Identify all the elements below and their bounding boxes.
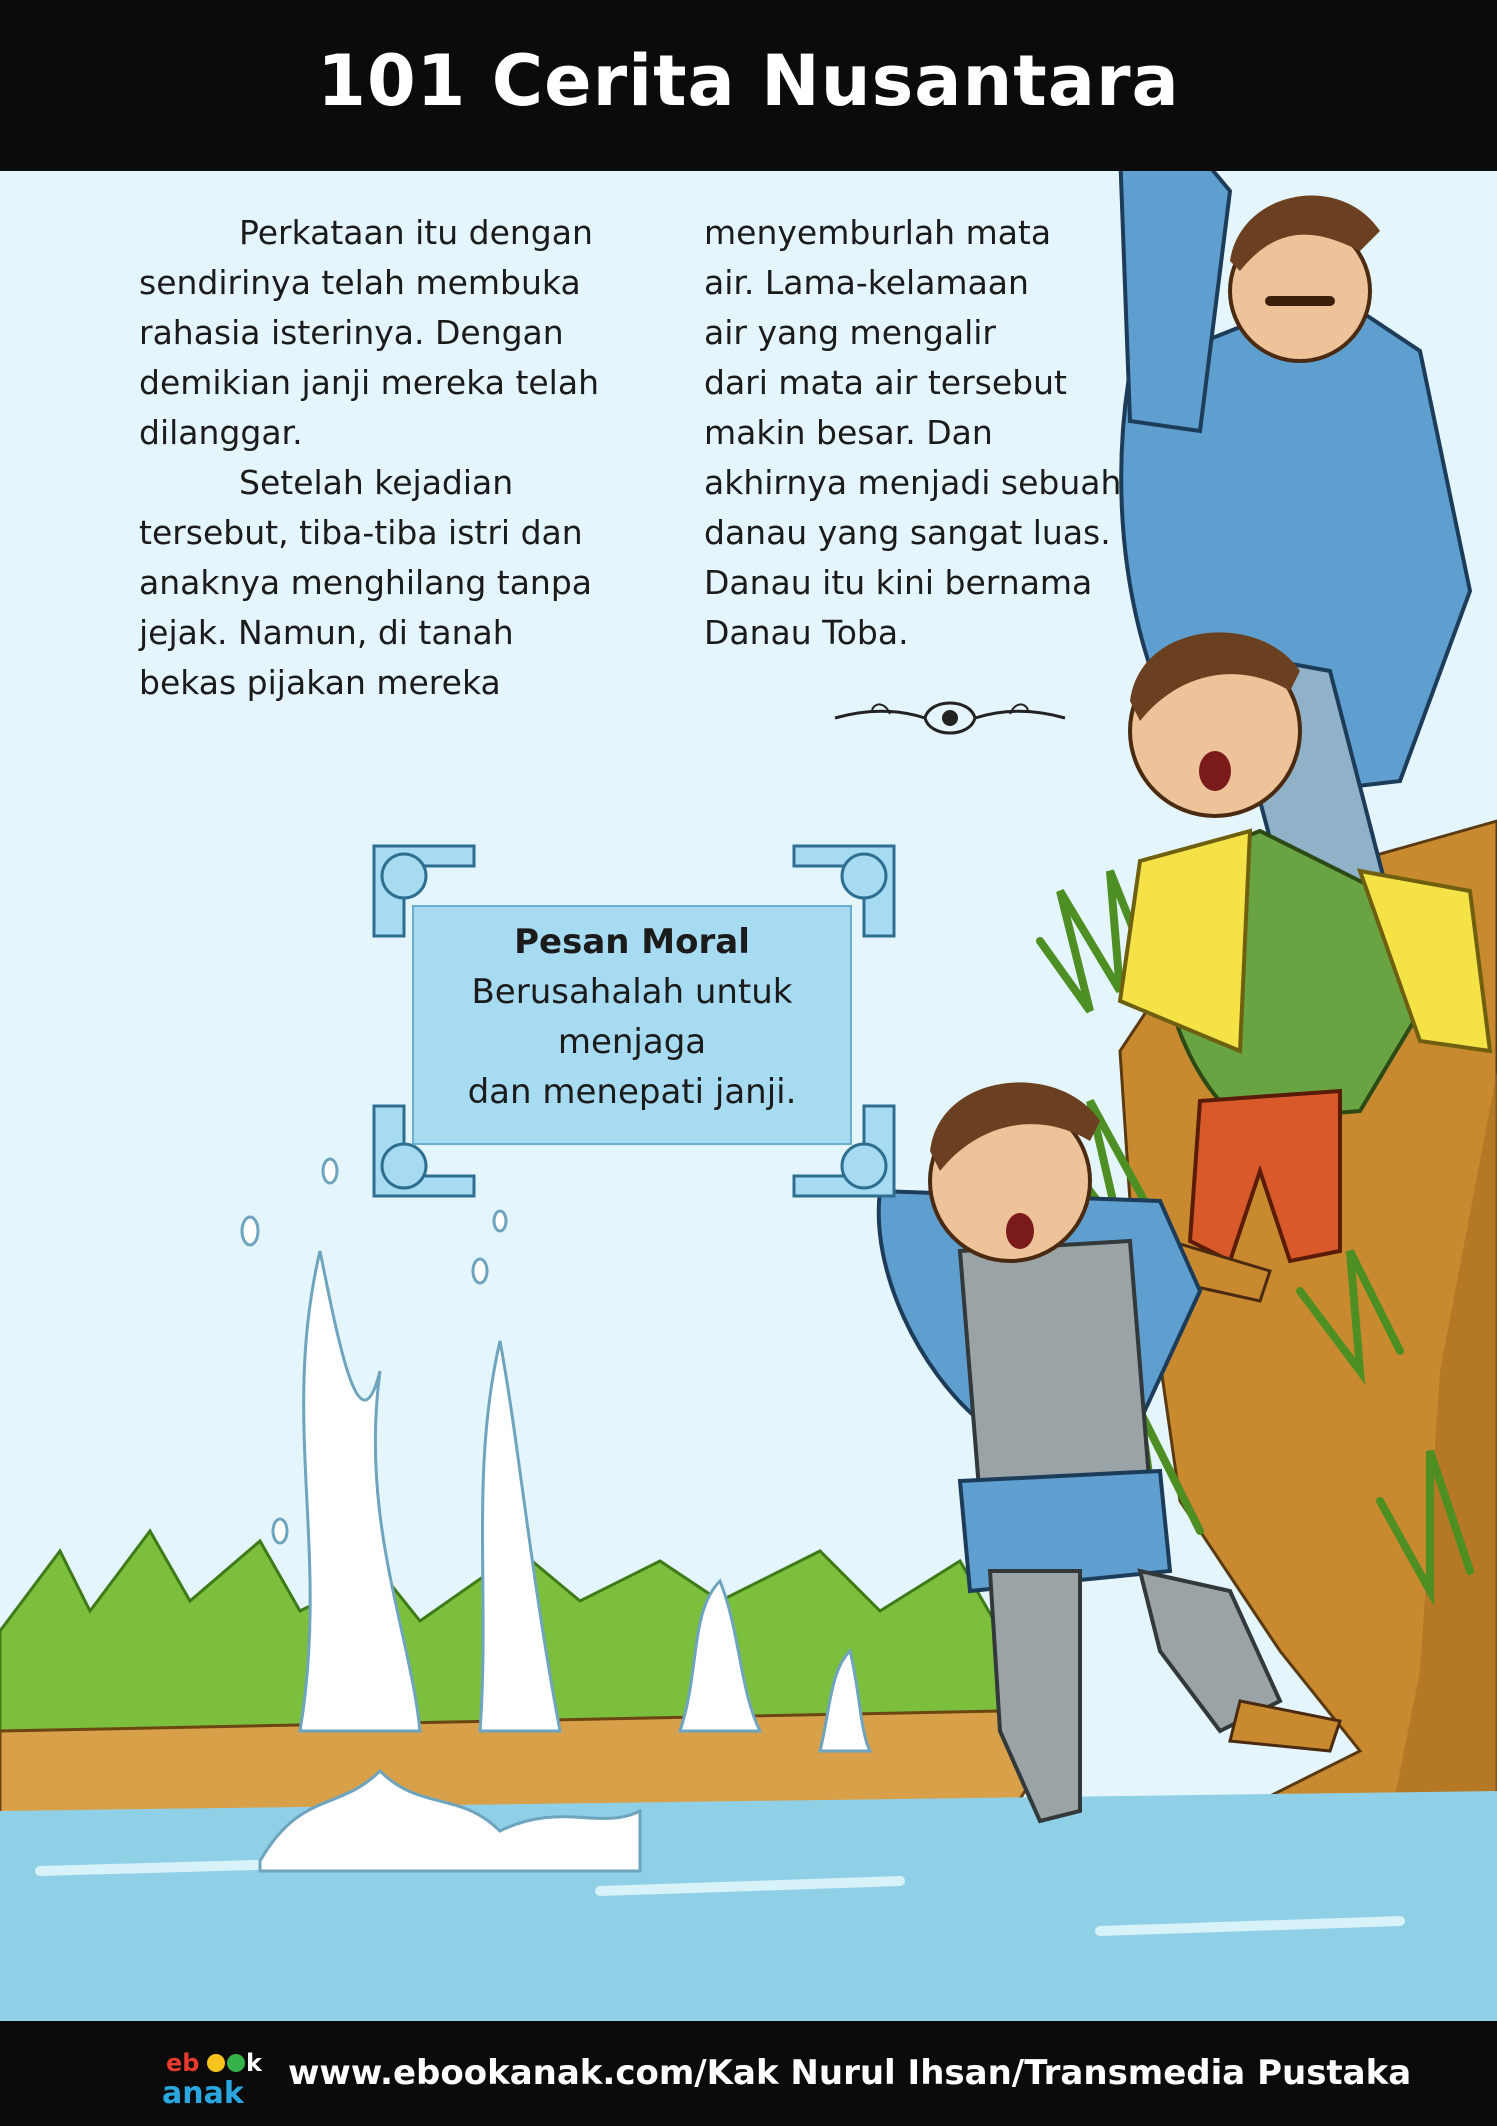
story-paragraph-1: Perkataan itu dengan sendirinya telah membuka rahasia isterinya. Dengan demikian janji mereka telah dilanggar. <box>139 213 599 452</box>
svg-text:eb: eb <box>166 2049 200 2077</box>
footer-credit[interactable]: www.ebookanak.com/Kak Nurul Ihsan/Transmedia Pustaka <box>288 2053 1412 2093</box>
story-column-left <box>139 208 659 708</box>
father-figure <box>1120 171 1470 951</box>
page-title: 101 Cerita Nusantara <box>317 40 1180 122</box>
story-paragraph-2: Setelah kejadian tersebut, tiba-tiba istri dan anaknya menghilang tanpa jejak. Namun, di tanah bekas pijakan mereka <box>139 463 593 702</box>
ebookanak-logo <box>158 2043 283 2109</box>
moral-title: Pesan Moral <box>514 922 750 962</box>
svg-text:k: k <box>246 2049 262 2077</box>
moral-line: menjaga <box>557 1022 707 1062</box>
moral-line: dan menepati janji. <box>467 1072 797 1112</box>
divider-ornament <box>830 688 1070 748</box>
svg-text:anak: anak <box>162 2076 244 2109</box>
water <box>0 1791 1497 2021</box>
page-footer <box>0 2021 1497 2126</box>
moral-line: Berusahalah untuk <box>471 972 793 1012</box>
moral-box <box>412 905 852 1145</box>
story-column-right <box>704 208 1164 658</box>
story-paragraph-3: menyemburlah mata air. Lama-kelamaan air yang mengalir dari mata air tersebut makin besar. Dan akhirnya menjadi sebuah danau yang sangat luas. Danau itu kini bernama Danau Toba. <box>704 213 1122 652</box>
page-header <box>0 0 1497 171</box>
